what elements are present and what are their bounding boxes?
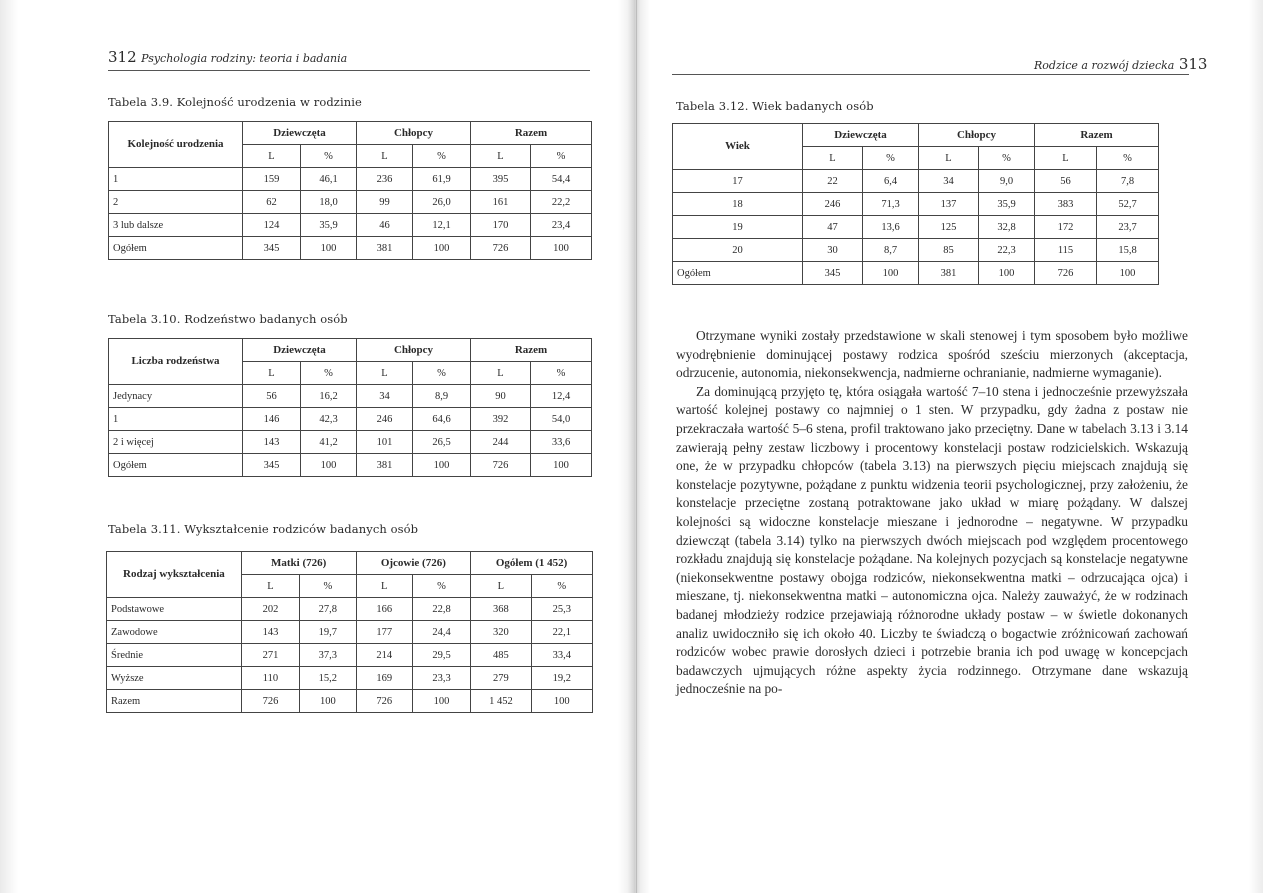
group-header: Chłopcy bbox=[357, 339, 471, 362]
table-cell: 159 bbox=[243, 168, 301, 191]
table-cell: 170 bbox=[471, 214, 531, 237]
table-cell: 143 bbox=[243, 431, 301, 454]
row-header: Kolejność urodzenia bbox=[109, 122, 243, 168]
table-cell: 42,3 bbox=[301, 408, 357, 431]
table-cell: 100 bbox=[413, 237, 471, 260]
table-cell: 61,9 bbox=[413, 168, 471, 191]
table-3-10-caption: Tabela 3.10. Rodzeństwo badanych osób bbox=[108, 312, 348, 326]
table-cell: 12,4 bbox=[531, 385, 592, 408]
row-label: 2 i więcej bbox=[109, 431, 243, 454]
table-cell: 246 bbox=[357, 408, 413, 431]
table-cell: 64,6 bbox=[413, 408, 471, 431]
table-3-11 bbox=[106, 551, 593, 713]
subheader-cell: % bbox=[413, 145, 471, 168]
table-cell: 46,1 bbox=[301, 168, 357, 191]
group-header: Razem bbox=[471, 339, 592, 362]
table-cell: 34 bbox=[919, 170, 979, 193]
subheader-cell: % bbox=[531, 145, 592, 168]
header-row bbox=[673, 124, 1159, 147]
table-cell: 381 bbox=[919, 262, 979, 285]
table-row bbox=[109, 385, 592, 408]
table-cell: 100 bbox=[412, 690, 470, 713]
table-cell: 13,6 bbox=[863, 216, 919, 239]
table-row bbox=[673, 216, 1159, 239]
subheader-cell: L bbox=[919, 147, 979, 170]
table-row bbox=[109, 454, 592, 477]
group-header: Chłopcy bbox=[357, 122, 471, 145]
table-row bbox=[109, 168, 592, 191]
subheader-cell: L bbox=[357, 145, 413, 168]
table-cell: 8,7 bbox=[863, 239, 919, 262]
row-header: Rodzaj wykształcenia bbox=[107, 552, 242, 598]
table-cell: 244 bbox=[471, 431, 531, 454]
table-cell: 100 bbox=[979, 262, 1035, 285]
table-cell: 100 bbox=[1097, 262, 1159, 285]
table-cell: 37,3 bbox=[300, 644, 356, 667]
page-edge-right bbox=[1249, 0, 1263, 893]
table-cell: 100 bbox=[531, 690, 592, 713]
subheader-cell: L bbox=[471, 575, 531, 598]
subheader-cell: L bbox=[357, 362, 413, 385]
table-3-12 bbox=[672, 123, 1159, 285]
table-cell: 100 bbox=[413, 454, 471, 477]
row-label: Średnie bbox=[107, 644, 242, 667]
table-cell: 100 bbox=[531, 237, 592, 260]
table-3-9-caption: Tabela 3.9. Kolejność urodzenia w rodzinie bbox=[108, 95, 362, 109]
table-3-10 bbox=[108, 338, 592, 477]
table-cell: 161 bbox=[471, 191, 531, 214]
table-cell: 62 bbox=[243, 191, 301, 214]
row-label: Ogółem bbox=[673, 262, 803, 285]
table-cell: 146 bbox=[243, 408, 301, 431]
table-cell: 726 bbox=[1035, 262, 1097, 285]
group-header: Matki (726) bbox=[241, 552, 356, 575]
subheader-cell: % bbox=[413, 362, 471, 385]
table-cell: 381 bbox=[357, 237, 413, 260]
table-cell: 41,2 bbox=[301, 431, 357, 454]
body-paragraph-2: Za dominującą przyjęto tę, która osiągała wartość 7–10 stena i jednocześnie przewyższała wartość kolejnej postawy co najmniej o 1 sten. W przypadku, gdy żadna z postaw nie przekraczała wartość 5–6 stena, profil traktowano jako przeciętny. Dane w tabelach 3.13 i 3.14 zawierają pełny zestaw liczbowy i procentowy konstelacji postaw rodzicielskich. Wskazują one, że w przypadku chłopców (tabela 3.13) na pierwszych pięciu miejscach znajdują się konstelacje pozytywne, pożądane z punktu widzenia teorii psychologicznej, przy założeniu, że konstelacje przeciętne zostaną potraktowane jako układ w miarę pożądany. W dalszej kolejności są widoczne konstelacje mieszane i jednorodne – negatywne. W przypadku dziewcząt (tabela 3.14) tylko na pierwszych dwóch miejscach pod względem procentowego rozkładu znajdują się konstelacje pożądane. Na kolejnych pozycjach są konstelacje negatywne (niekonsekwentne postawy obojga rodziców, niekonsekwentna matki – odrzucająca ojca) i mieszane, tj. niekonsekwentna matki – autonomiczna ojca. Należy zauważyć, że w rodzinach badanej młodzieży rodzice przejawiają różnorodne układy postaw – w świetle dokonanych analiz uwidoczniło się ich około 40. Liczby te świadczą o bogactwie zróżnicowań zachowań rodziców wobec prawie dorosłych dzieci i potrzebie brania ich pod uwagę w koncepcjach badawczych ujmujących różne aspekty życia rodzinnego. Otrzymane dane wskazują jednocześnie na po- bbox=[676, 383, 1188, 697]
row-label: 3 lub dalsze bbox=[109, 214, 243, 237]
table-row bbox=[109, 237, 592, 260]
table-cell: 100 bbox=[863, 262, 919, 285]
table-cell: 26,0 bbox=[413, 191, 471, 214]
table-cell: 345 bbox=[243, 237, 301, 260]
table-cell: 99 bbox=[357, 191, 413, 214]
subheader-cell: % bbox=[863, 147, 919, 170]
table-cell: 22 bbox=[803, 170, 863, 193]
table-cell: 71,3 bbox=[863, 193, 919, 216]
row-header: Wiek bbox=[673, 124, 803, 170]
row-label: Ogółem bbox=[109, 454, 243, 477]
table-cell: 110 bbox=[241, 667, 299, 690]
table-cell: 33,6 bbox=[531, 431, 592, 454]
table-row bbox=[109, 191, 592, 214]
subheader-cell: L bbox=[241, 575, 299, 598]
table-cell: 22,3 bbox=[979, 239, 1035, 262]
left-page-number: 312 bbox=[108, 48, 137, 66]
table-cell: 246 bbox=[803, 193, 863, 216]
subheader-cell: L bbox=[243, 145, 301, 168]
subheader-cell: % bbox=[979, 147, 1035, 170]
table-cell: 16,2 bbox=[301, 385, 357, 408]
subheader-cell: % bbox=[301, 362, 357, 385]
right-page-number: 313 bbox=[1178, 55, 1208, 73]
table-3-12-caption: Tabela 3.12. Wiek badanych osób bbox=[676, 99, 874, 113]
table-cell: 33,4 bbox=[531, 644, 592, 667]
table-cell: 24,4 bbox=[412, 621, 470, 644]
subheader-cell: % bbox=[1097, 147, 1159, 170]
row-label: Razem bbox=[107, 690, 242, 713]
group-header: Razem bbox=[471, 122, 592, 145]
table-cell: 100 bbox=[531, 454, 592, 477]
header-row bbox=[109, 339, 592, 362]
gutter-fold-line bbox=[636, 0, 637, 893]
table-row bbox=[107, 690, 593, 713]
table-cell: 1 452 bbox=[471, 690, 531, 713]
table-cell: 100 bbox=[300, 690, 356, 713]
row-label: Ogółem bbox=[109, 237, 243, 260]
subheader-cell: L bbox=[471, 145, 531, 168]
row-label: 17 bbox=[673, 170, 803, 193]
table-cell: 7,8 bbox=[1097, 170, 1159, 193]
header-row bbox=[107, 552, 593, 575]
table-row bbox=[109, 408, 592, 431]
table-cell: 726 bbox=[356, 690, 412, 713]
table-cell: 236 bbox=[357, 168, 413, 191]
table-row bbox=[107, 667, 593, 690]
table-row bbox=[673, 239, 1159, 262]
table-row bbox=[109, 214, 592, 237]
table-cell: 29,5 bbox=[412, 644, 470, 667]
table-cell: 392 bbox=[471, 408, 531, 431]
left-page bbox=[0, 0, 630, 893]
row-label: 1 bbox=[109, 168, 243, 191]
table-cell: 485 bbox=[471, 644, 531, 667]
table-cell: 22,2 bbox=[531, 191, 592, 214]
left-header-rule bbox=[108, 70, 590, 71]
subheader-cell: % bbox=[531, 575, 592, 598]
table-cell: 100 bbox=[301, 454, 357, 477]
table-3-11-caption: Tabela 3.11. Wykształcenie rodziców badanych osób bbox=[108, 522, 419, 536]
row-label: Zawodowe bbox=[107, 621, 242, 644]
table-cell: 100 bbox=[301, 237, 357, 260]
table-cell: 19,2 bbox=[531, 667, 592, 690]
group-header: Ogółem (1 452) bbox=[471, 552, 593, 575]
table-cell: 8,9 bbox=[413, 385, 471, 408]
left-running-title: Psychologia rodziny: teoria i badania bbox=[141, 52, 348, 65]
table-cell: 15,8 bbox=[1097, 239, 1159, 262]
row-label: 2 bbox=[109, 191, 243, 214]
row-label: Podstawowe bbox=[107, 598, 242, 621]
table-row bbox=[107, 621, 593, 644]
table-cell: 25,3 bbox=[531, 598, 592, 621]
table-cell: 368 bbox=[471, 598, 531, 621]
table-cell: 18,0 bbox=[301, 191, 357, 214]
table-cell: 52,7 bbox=[1097, 193, 1159, 216]
table-cell: 115 bbox=[1035, 239, 1097, 262]
table-cell: 15,2 bbox=[300, 667, 356, 690]
subheader-cell: % bbox=[531, 362, 592, 385]
table-cell: 6,4 bbox=[863, 170, 919, 193]
table-cell: 26,5 bbox=[413, 431, 471, 454]
table-row bbox=[673, 262, 1159, 285]
table-row bbox=[673, 170, 1159, 193]
table-cell: 35,9 bbox=[979, 193, 1035, 216]
subheader-cell: % bbox=[412, 575, 470, 598]
table-cell: 381 bbox=[357, 454, 413, 477]
row-label: 18 bbox=[673, 193, 803, 216]
right-page-header bbox=[1034, 55, 1207, 73]
row-header: Liczba rodzeństwa bbox=[109, 339, 243, 385]
table-cell: 166 bbox=[356, 598, 412, 621]
group-header: Dziewczęta bbox=[243, 339, 357, 362]
group-header: Ojcowie (726) bbox=[356, 552, 471, 575]
table-cell: 23,4 bbox=[531, 214, 592, 237]
subheader-cell: L bbox=[1035, 147, 1097, 170]
row-label: 19 bbox=[673, 216, 803, 239]
header-row bbox=[109, 122, 592, 145]
subheader-cell: L bbox=[243, 362, 301, 385]
table-cell: 54,4 bbox=[531, 168, 592, 191]
group-header: Chłopcy bbox=[919, 124, 1035, 147]
table-cell: 12,1 bbox=[413, 214, 471, 237]
right-running-title: Rodzice a rozwój dziecka bbox=[1034, 59, 1175, 72]
table-cell: 27,8 bbox=[300, 598, 356, 621]
row-label: Wyższe bbox=[107, 667, 242, 690]
table-cell: 34 bbox=[357, 385, 413, 408]
subheader-cell: L bbox=[471, 362, 531, 385]
right-header-rule bbox=[672, 74, 1189, 75]
left-page-header bbox=[108, 48, 347, 66]
table-cell: 9,0 bbox=[979, 170, 1035, 193]
table-cell: 177 bbox=[356, 621, 412, 644]
table-cell: 22,1 bbox=[531, 621, 592, 644]
body-paragraph-1: Otrzymane wyniki zostały przedstawione w skali stenowej i tym sposobem było możliwe wyodrębnienie dominującej postawy rodzica spośród sześciu mierzonych (akceptacja, odrzucenie, autonomia, niekonsekwencja, nadmierne ochranianie, nadmierne wymaganie). bbox=[676, 328, 1188, 381]
table-row bbox=[109, 431, 592, 454]
table-cell: 143 bbox=[241, 621, 299, 644]
group-header: Dziewczęta bbox=[803, 124, 919, 147]
table-row bbox=[107, 644, 593, 667]
body-text bbox=[676, 327, 1188, 699]
subheader-cell: % bbox=[301, 145, 357, 168]
row-label: 1 bbox=[109, 408, 243, 431]
table-row bbox=[673, 193, 1159, 216]
group-header: Razem bbox=[1035, 124, 1159, 147]
table-cell: 169 bbox=[356, 667, 412, 690]
row-label: Jedynacy bbox=[109, 385, 243, 408]
table-cell: 726 bbox=[471, 454, 531, 477]
table-cell: 726 bbox=[471, 237, 531, 260]
table-cell: 90 bbox=[471, 385, 531, 408]
table-cell: 320 bbox=[471, 621, 531, 644]
subheader-cell: % bbox=[300, 575, 356, 598]
table-cell: 383 bbox=[1035, 193, 1097, 216]
table-row bbox=[107, 598, 593, 621]
table-cell: 137 bbox=[919, 193, 979, 216]
table-cell: 46 bbox=[357, 214, 413, 237]
table-cell: 125 bbox=[919, 216, 979, 239]
row-label: 20 bbox=[673, 239, 803, 262]
group-header: Dziewczęta bbox=[243, 122, 357, 145]
table-cell: 124 bbox=[243, 214, 301, 237]
table-cell: 202 bbox=[241, 598, 299, 621]
table-cell: 726 bbox=[241, 690, 299, 713]
table-cell: 30 bbox=[803, 239, 863, 262]
table-cell: 345 bbox=[243, 454, 301, 477]
table-cell: 54,0 bbox=[531, 408, 592, 431]
table-cell: 279 bbox=[471, 667, 531, 690]
table-cell: 22,8 bbox=[412, 598, 470, 621]
table-cell: 101 bbox=[357, 431, 413, 454]
table-cell: 32,8 bbox=[979, 216, 1035, 239]
table-cell: 47 bbox=[803, 216, 863, 239]
subheader-cell: L bbox=[803, 147, 863, 170]
table-cell: 23,7 bbox=[1097, 216, 1159, 239]
table-cell: 172 bbox=[1035, 216, 1097, 239]
table-cell: 395 bbox=[471, 168, 531, 191]
table-cell: 214 bbox=[356, 644, 412, 667]
table-cell: 345 bbox=[803, 262, 863, 285]
table-3-9 bbox=[108, 121, 592, 260]
subheader-cell: L bbox=[356, 575, 412, 598]
table-cell: 23,3 bbox=[412, 667, 470, 690]
table-cell: 85 bbox=[919, 239, 979, 262]
table-cell: 271 bbox=[241, 644, 299, 667]
table-cell: 56 bbox=[1035, 170, 1097, 193]
table-cell: 56 bbox=[243, 385, 301, 408]
table-cell: 35,9 bbox=[301, 214, 357, 237]
table-cell: 19,7 bbox=[300, 621, 356, 644]
